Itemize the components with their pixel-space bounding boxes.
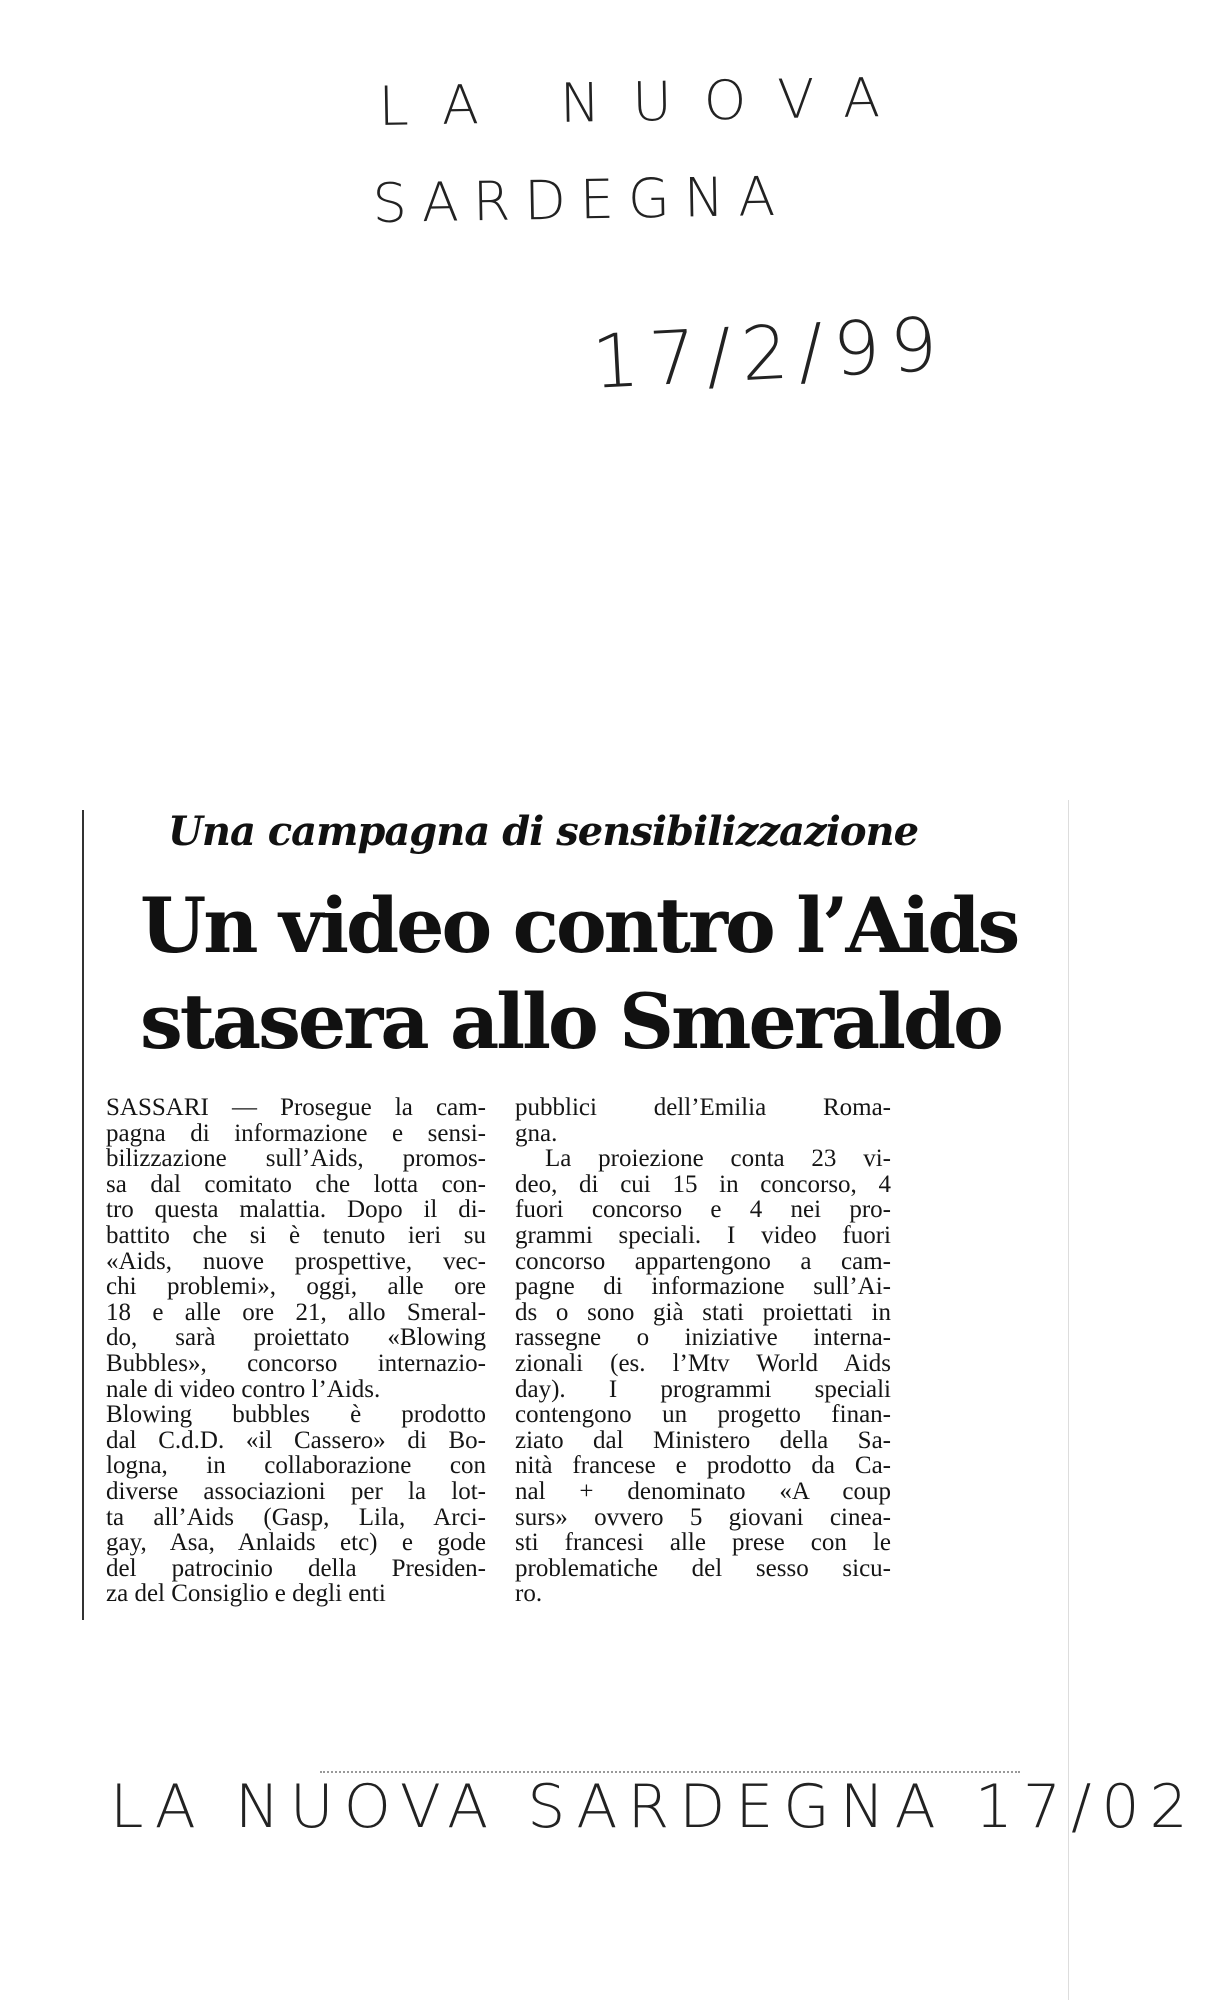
article-text-line: problematiche del sesso sicu- bbox=[515, 1554, 891, 1582]
article-text-line: sa dal comitato che lotta con- bbox=[106, 1170, 486, 1198]
article-text-line: ro. bbox=[515, 1580, 543, 1608]
article-text-line: «Aids, nuove prospettive, vec- bbox=[106, 1247, 486, 1275]
article-text-line: dal C.d.D. «il Cassero» di Bo- bbox=[106, 1426, 486, 1454]
article-text-line: nal + denominato «A coup bbox=[515, 1477, 891, 1505]
article-text-line: battito che si è tenuto ieri su bbox=[106, 1221, 486, 1249]
article-text-line: SASSARI — Prosegue la cam- bbox=[106, 1094, 486, 1121]
article-text-line: Blowing bubbles è prodotto bbox=[106, 1401, 486, 1429]
article-text-line: del patrocinio della Presiden- bbox=[106, 1554, 486, 1582]
article-text-line: fuori concorso e 4 nei pro- bbox=[515, 1196, 891, 1224]
article-text-line: bilizzazione sull’Aids, promos- bbox=[106, 1145, 486, 1173]
handwritten-publication-name: LA NUOVA bbox=[378, 65, 913, 138]
article-text-line: diverse associazioni per la lot- bbox=[106, 1477, 486, 1505]
article-text-line: gna. bbox=[515, 1119, 558, 1147]
article-text-line: do, sarà proiettato «Blowing bbox=[106, 1324, 486, 1352]
article-text-line: pagna di informazione e sensi- bbox=[106, 1119, 486, 1147]
headline-line-1: Un video contro l’Aids bbox=[140, 881, 1018, 970]
article-text-line: La proiezione conta 23 vi- bbox=[545, 1145, 891, 1173]
article-text-line: za del Consiglio e degli enti bbox=[106, 1580, 386, 1608]
article-text-line: day). I programmi speciali bbox=[515, 1375, 891, 1403]
article-text-line: logna, in collaborazione con bbox=[106, 1452, 486, 1480]
handwritten-source-note: LA NUOVA SARDEGNA 17/02 bbox=[110, 1772, 1198, 1842]
article-text-line: ta all’Aids (Gasp, Lila, Arci- bbox=[106, 1503, 486, 1531]
article-text-line: grammi speciali. I video fuori bbox=[515, 1221, 891, 1249]
article-text-line: pagne di informazione sull’Ai- bbox=[515, 1273, 891, 1301]
article-headline bbox=[140, 878, 1040, 1070]
article-text-line: ds o sono già stati proiettati in bbox=[515, 1298, 891, 1326]
article-text-line: ziato dal Ministero della Sa- bbox=[515, 1426, 891, 1454]
article-text-line: deo, di cui 15 in concorso, 4 bbox=[515, 1170, 891, 1198]
article-text-line: contengono un progetto finan- bbox=[515, 1401, 891, 1429]
article-text-line: nità francese e prodotto da Ca- bbox=[515, 1452, 891, 1480]
article-kicker: Una campagna di sensibilizzazione bbox=[168, 808, 919, 855]
article-column-right bbox=[515, 1095, 891, 1607]
article-text-line: nale di video contro l’Aids. bbox=[106, 1375, 381, 1403]
article-column-left bbox=[106, 1095, 486, 1607]
handwritten-date: 17/2/99 bbox=[590, 301, 950, 406]
headline-line-2: stasera allo Smeraldo bbox=[140, 977, 1001, 1066]
article-text-line: rassegne o iniziative interna- bbox=[515, 1324, 891, 1352]
clipping-left-border bbox=[82, 810, 84, 1620]
article-text-line: pubblici dell’Emilia Roma- bbox=[515, 1094, 891, 1121]
article-text-line: 18 e alle ore 21, allo Smeral- bbox=[106, 1298, 486, 1326]
article-text-line: concorso appartengono a cam- bbox=[515, 1247, 891, 1275]
handwritten-publication-region: SARDEGNA bbox=[372, 164, 790, 235]
article-text-line: surs» ovvero 5 giovani cinea- bbox=[515, 1503, 891, 1531]
article-text-line: zionali (es. l’Mtv World Aids bbox=[515, 1349, 891, 1377]
article-text-line: gay, Asa, Anlaids etc) e gode bbox=[106, 1529, 486, 1557]
article-text-line: tro questa malattia. Dopo il di- bbox=[106, 1196, 486, 1224]
article-text-line: sti francesi alle prese con le bbox=[515, 1529, 891, 1557]
article-text-line: chi problemi», oggi, alle ore bbox=[106, 1273, 486, 1301]
article-text-line: Bubbles», concorso internazio- bbox=[106, 1349, 486, 1377]
